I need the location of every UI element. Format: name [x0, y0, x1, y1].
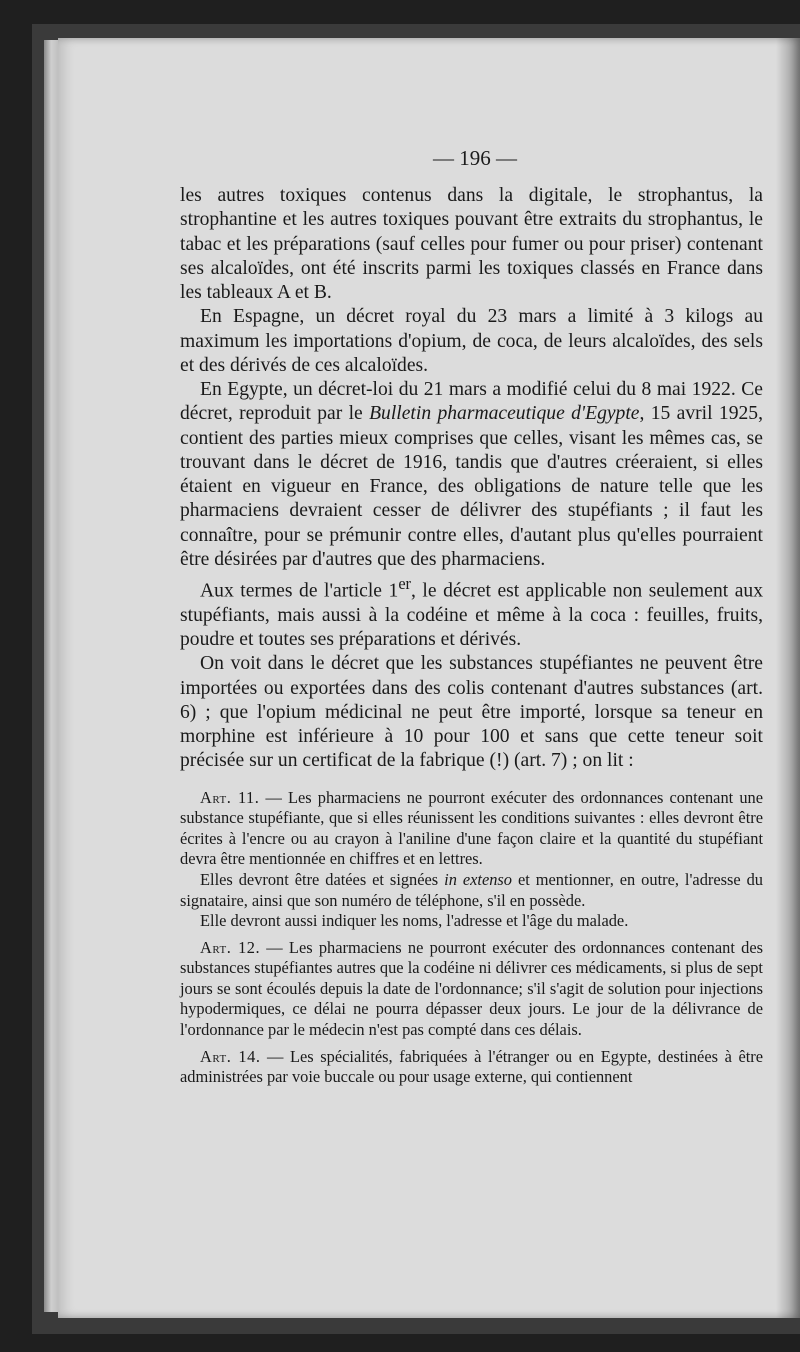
article-11 — [180, 788, 763, 870]
article-12-label: Art. 12. — [200, 937, 261, 957]
in-extenso: in extenso — [444, 869, 512, 889]
paragraph-article-1 — [180, 572, 763, 652]
paragraph-toxiques: les autres toxiques contenus dans la digitale, le strophantus, la strophantine et les autres toxiques pouvant être extraits du strophantus, le tabac et les préparations (sauf celles pour fumer ou pour priser) contenant ses alcaloïdes, ont été inscrits parmi les toxiques classés en France dans les tableaux A et B. — [180, 185, 763, 303]
article-14-label: Art. 14. — [200, 1046, 261, 1066]
bulletin-title: Bulletin pharmaceutique d'Egypte — [369, 403, 640, 425]
article-11-text: — Les pharmaciens ne pourront exécuter des ordonnances contenant une substance stupéfiante, que si elles réunissent les conditions suivantes : elles devront être écrites à l'encre ou au crayon à l'aniline d'une façon claire et la quantité du stupéfiant devra être mentionnée en chiffres et en lettres. — [180, 787, 763, 869]
article-14-text: — Les spécialités, fabriquées à l'étranger ou en Egypte, destinées à être administrées par voie buccale ou pour usage externe, qui contiennent — [180, 1046, 764, 1087]
article-11-signature — [180, 870, 763, 911]
paragraph-on-voit: On voit dans le décret que les substances stupéfiantes ne peuvent être importées ou exportées dans des colis contenant d'autres substances (art. 6) ; que l'opium médicinal ne peut être importé, lorsque sa teneur en morphine est inférieure à 10 pour 100 et sans que cette teneur soit précisée sur un certificat de la fabrique (!) (art. 7) ; on lit : — [180, 653, 763, 772]
article-1-superscript: er — [398, 574, 411, 593]
article-11b-end: et mentionner, en outre, l'adresse du signataire, ainsi que son numéro de téléphone, s'il en possède. — [180, 869, 763, 910]
article-12-text: — Les pharmaciens ne pourront exécuter des ordonnances contenant des substances stupéfiantes autres que la codéine ni délivrer ces médicaments, si plus de sept jours se sont écoulés depuis la date de l'ordonnance; s'il s'agit de solution pour injections hypodermiques, ce délai ne pourra dépasser deux jours. Le jour de la délivrance de l'ordonnance par le médecin n'est pas compté dans ces délais. — [180, 937, 763, 1040]
paragraph-egypte — [180, 378, 763, 572]
article-12 — [180, 938, 763, 1041]
paragraph-espagne: En Espagne, un décret royal du 23 mars a limité à 3 kilogs au maximum les importations d'opium, de coca, de leurs alcaloïdes, des sels et des dérivés de ces alcaloïdes. — [180, 306, 763, 376]
article-14 — [180, 1047, 763, 1088]
gutter-shadow — [776, 38, 800, 1318]
article-11b-start: Elles devront être datées et signées — [200, 869, 445, 889]
egypte-text-end: , 15 avril 1925, contient des parties mieux comprises que celles, visant les mêmes cas, se trouvant dans le décret de 1916, tandis que d'autres créeraient, si elles étaient en vigueur en France, des obligations de nature telle que les pharmaciens devraient cesser de délivrer des stupéfiants ; il faut les connaître, pour se prémunir contre elles, d'autant plus qu'elles pourraient être désirées par d'autres que des pharmaciens. — [180, 403, 763, 570]
article-11-patient: Elle devront aussi indiquer les noms, l'adresse et l'âge du malade. — [200, 911, 629, 931]
page-text — [180, 184, 763, 1088]
page-number: — 196 — — [433, 146, 517, 170]
article-1-text-end: , le décret est applicable non seulement aux stupéfiants, mais aussi à la codéine et même à la coca : feuilles, fruits, poudre et toutes ses préparations et dérivés. — [180, 580, 764, 651]
article-11-label: Art. 11. — [200, 787, 260, 807]
egypte-text-start: En Egypte, un décret-loi du 21 mars a modifié celui du 8 mai 1922. Ce décret, reproduit par le — [180, 379, 763, 425]
article-1-text-start: Aux termes de l'article 1 — [200, 580, 399, 602]
